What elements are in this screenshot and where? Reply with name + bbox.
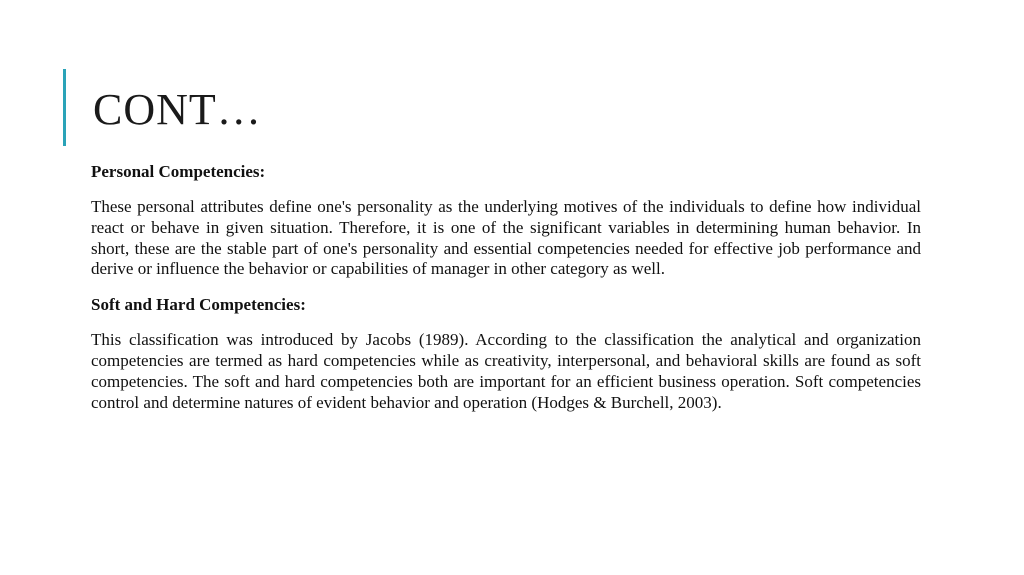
slide-content <box>91 161 921 427</box>
section-heading-personal-competencies: Personal Competencies: <box>91 162 266 181</box>
slide-title: CONT… <box>93 85 262 134</box>
section-body-personal-competencies: These personal attributes define one's personality as the underlying motives of the individuals to define how individual react or behave in given situation. Therefore, it is one of the significant variables in determining human behavior. In short, these are the stable part of one's personality and essential competencies needed for effective job performance and derive or influence the behavior or capabilities of manager in other category as well. <box>91 197 921 279</box>
section-heading-soft-hard-competencies: Soft and Hard Competencies: <box>91 295 306 315</box>
section-body-soft-hard-competencies: This classification was introduced by Jacobs (1989). According to the classification the analytical and organization competencies are termed as hard competencies while as creativity, interpersonal, and behavioral skills are found as soft competencies. The soft and hard competencies both are important for an efficient business operation. Soft competencies control and determine natures of evident behavior and operation (Hodges & Burchell, 2003). <box>91 330 921 412</box>
title-accent-bar <box>63 69 66 146</box>
